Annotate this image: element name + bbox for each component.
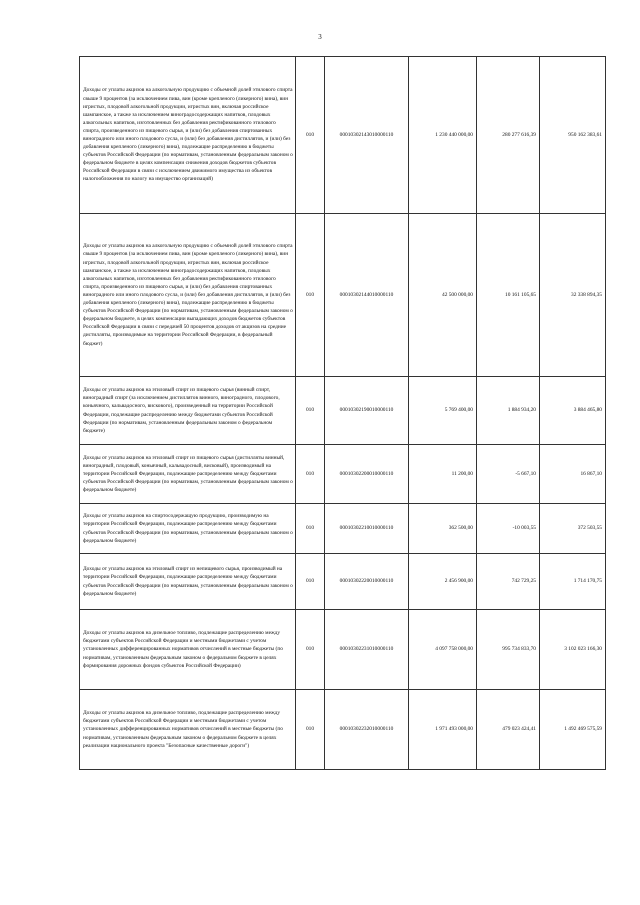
revenue-table — [79, 56, 606, 770]
revenue-name-cell: Доходы от уплаты акцизов на дизельное топливо, подлежащие распределению между бюджетами субъектов Российской Федерации и местными бюджетами с учетом установленных дифференцированных нормативов отчислений в местные бюджеты (по нормативам, установленным федеральным законом о федеральном бюджете в целях реализации национального проекта "Безопасные качественные дороги") — [80, 690, 296, 770]
budget-classification-code-cell: 00010302231010000110 — [325, 610, 409, 690]
admin-code-cell: 010 — [296, 690, 325, 770]
table-row — [80, 214, 606, 377]
page-number: 3 — [318, 33, 322, 41]
planned-amount-cell: 11 200,00 — [409, 445, 477, 504]
planned-amount-cell: 42 500 000,00 — [409, 214, 477, 377]
table-row — [80, 554, 606, 610]
planned-amount-cell: 4 097 758 000,00 — [409, 610, 477, 690]
admin-code-cell: 010 — [296, 377, 325, 445]
executed-amount-cell: 280 277 616,39 — [477, 57, 540, 214]
executed-amount-cell: 479 023 424,41 — [477, 690, 540, 770]
planned-amount-cell: 362 500,00 — [409, 504, 477, 554]
planned-amount-cell: 5 769 400,00 — [409, 377, 477, 445]
planned-amount-cell: 1 230 440 000,00 — [409, 57, 477, 214]
remaining-amount-cell: 950 162 383,61 — [540, 57, 606, 214]
executed-amount-cell: 10 161 105,65 — [477, 214, 540, 377]
remaining-amount-cell: 1 714 170,75 — [540, 554, 606, 610]
admin-code-cell: 010 — [296, 554, 325, 610]
budget-classification-code-cell: 00010302220010000110 — [325, 554, 409, 610]
revenue-name-cell: Доходы от уплаты акцизов на алкогольную продукцию с объемной долей этилового спирта свыше 9 процентов (за исключением пива, вин (кроме крепленого (ликерного) вина), вин игристых, плодовой алкогольной продукции, игристых вин, включая российское шампанское, а также за исключением виноградосодержащих напитков, плодовых алкогольных напитков, изготовленных без добавления ректификованного этилового спирта, произведенного из пищевого сырья, и (или) без добавления спиртованных виноградного или иного плодового сусла, и (или) без добавления дистиллятов, и (или) без добавления крепленого (ликерного) вина), подлежащие распределению в бюджеты субъектов Российской Федерации (по нормативам, установленным федеральным законом о федеральном бюджете в целях компенсации снижения доходов бюджетов субъектов Российской Федерации в связи с исключением движимого имущества из объектов налогообложения по налогу на имущество организаций) — [80, 57, 296, 214]
budget-classification-code-cell: 00010302144010000110 — [325, 214, 409, 377]
table-row — [80, 57, 606, 214]
remaining-amount-cell: 16 867,10 — [540, 445, 606, 504]
remaining-amount-cell: 32 338 894,35 — [540, 214, 606, 377]
executed-amount-cell: 1 884 934,20 — [477, 377, 540, 445]
remaining-amount-cell: 3 884 465,80 — [540, 377, 606, 445]
remaining-amount-cell: 372 503,55 — [540, 504, 606, 554]
table-row — [80, 690, 606, 770]
revenue-name-cell: Доходы от уплаты акцизов на этиловый спирт из пищевого сырья (дистилляты винный, виноградный, плодовый, коньячный, кальвадосный, висковый), производимый на территории Российской Федерации, подлежащие распределению между бюджетами субъектов Российской Федерации (по нормативам, установленным федеральным законом о федеральном бюджете) — [80, 445, 296, 504]
table-row — [80, 377, 606, 445]
executed-amount-cell: 995 734 833,70 — [477, 610, 540, 690]
revenue-name-cell: Доходы от уплаты акцизов на этиловый спирт из непищевого сырья, производимый на территории Российской Федерации, подлежащие распределению между бюджетами субъектов Российской Федерации (по нормативам, установленным федеральным законом о федеральном бюджете) — [80, 554, 296, 610]
admin-code-cell: 010 — [296, 504, 325, 554]
budget-classification-code-cell: 00010302143010000110 — [325, 57, 409, 214]
remaining-amount-cell: 1 492 469 575,59 — [540, 690, 606, 770]
admin-code-cell: 010 — [296, 214, 325, 377]
admin-code-cell: 010 — [296, 610, 325, 690]
revenue-name-cell: Доходы от уплаты акцизов на спиртосодержащую продукцию, производимую на территории Российской Федерации, подлежащие распределению между бюджетами субъектов Российской Федерации (по нормативам, установленным федеральным законом о федеральном бюджете) — [80, 504, 296, 554]
budget-classification-code-cell: 00010302200010000110 — [325, 445, 409, 504]
table-row — [80, 610, 606, 690]
table-row — [80, 445, 606, 504]
executed-amount-cell: 742 729,25 — [477, 554, 540, 610]
revenue-name-cell: Доходы от уплаты акцизов на дизельное топливо, подлежащие распределению между бюджетами субъектов Российской Федерации и местными бюджетами с учетом установленных дифференцированных нормативов отчислений в местные бюджеты (по нормативам, установленным федеральным законом о федеральном бюджете в целях формирования дорожных фондов субъектов Российской Федерации) — [80, 610, 296, 690]
executed-amount-cell: -5 667,10 — [477, 445, 540, 504]
admin-code-cell: 010 — [296, 57, 325, 214]
budget-classification-code-cell: 00010302190010000110 — [325, 377, 409, 445]
planned-amount-cell: 2 456 900,00 — [409, 554, 477, 610]
planned-amount-cell: 1 971 493 000,00 — [409, 690, 477, 770]
budget-classification-code-cell: 00010302232010000110 — [325, 690, 409, 770]
budget-classification-code-cell: 00010302210010000110 — [325, 504, 409, 554]
remaining-amount-cell: 3 102 023 166,30 — [540, 610, 606, 690]
revenue-name-cell: Доходы от уплаты акцизов на этиловый спирт из пищевого сырья (винный спирт, виноградный спирт (за исключением дистиллятов винного, виноградного, плодового, коньячного, кальвадосного, вискового), произведенный на территории Российской Федерации, подлежащие распределению между бюджетами субъектов Российской Федерации (по нормативам, установленным федеральным законом о федеральном бюджете) — [80, 377, 296, 445]
table-row — [80, 504, 606, 554]
admin-code-cell: 010 — [296, 445, 325, 504]
executed-amount-cell: -10 003,55 — [477, 504, 540, 554]
revenue-name-cell: Доходы от уплаты акцизов на алкогольную продукцию с объемной долей этилового спирта свыше 9 процентов (за исключением пива, вин (кроме крепленого (ликерного) вина), вин игристых, плодовой алкогольной продукции, игристых вин, включая российское шампанское, а также за исключением виноградосодержащих напитков, плодовых алкогольных напитков, изготовленных без добавления ректификованного этилового спирта, произведенного из пищевого сырья, и (или) без добавления спиртованных виноградного или иного плодового сусла, и (или) без добавления дистиллятов, и (или) без добавления крепленого (ликерного) вина), подлежащие распределению в бюджеты субъектов Российской Федерации (по нормативам, установленным федеральным законом о федеральном бюджете, в целях компенсации выпадающих доходов бюджетов субъектов Российской Федерации в связи с передачей 50 процентов доходов от акцизов на средние дистилляты, производимые на территории Российской Федерации, в федеральный бюджет) — [80, 214, 296, 377]
